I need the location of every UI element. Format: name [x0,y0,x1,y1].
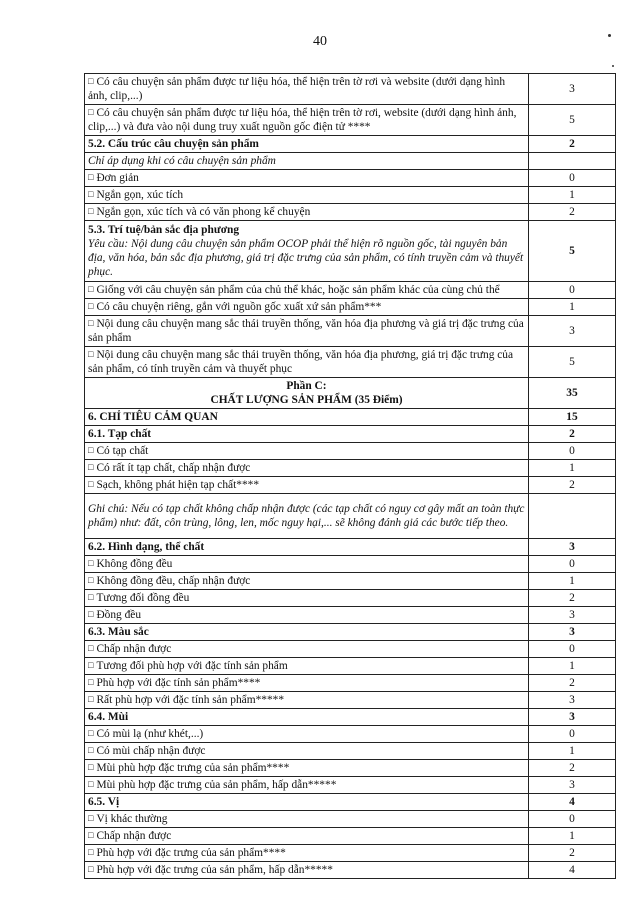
checkbox-square-icon: □ [88,206,94,216]
score-cell: 15 [529,409,616,426]
table-row [85,136,616,153]
checkbox-square-icon: □ [88,643,94,653]
criteria-cell [85,845,529,862]
option-text: Nội dung câu chuyện mang sắc thái truyền thống, văn hóa địa phương và giá trị đặc trưng của sản phẩm [88,318,524,344]
checkbox-square-icon: □ [88,694,94,704]
score-cell [529,153,616,170]
page-number: 40 [313,34,327,49]
table-row [85,828,616,845]
scoring-table [84,73,616,879]
checkbox-square-icon: □ [88,349,94,359]
score-cell: 3 [529,777,616,794]
table-row [85,409,616,426]
option-text: Vị khác thường [96,813,168,825]
score-cell: 1 [529,658,616,675]
table-row [85,624,616,641]
table-row [85,777,616,794]
checkbox-square-icon: □ [88,660,94,670]
score-cell: 1 [529,187,616,204]
criteria-cell [85,692,529,709]
score-cell: 1 [529,299,616,316]
checkbox-square-icon: □ [88,76,94,86]
table-row [85,743,616,760]
option-text: Có rất ít tạp chất, chấp nhận được [96,462,251,474]
criteria-cell [85,299,529,316]
score-cell: 2 [529,845,616,862]
option-text: Phù hợp với đặc tính sản phẩm**** [96,677,261,689]
table-row [85,811,616,828]
score-cell: 4 [529,862,616,879]
score-cell: 5 [529,347,616,378]
score-cell: 0 [529,641,616,658]
criteria-cell [85,675,529,692]
option-text: Phù hợp với đặc trưng của sản phẩm**** [96,847,286,859]
table-row [85,658,616,675]
checkbox-square-icon: □ [88,813,94,823]
criteria-cell [85,282,529,299]
table-row [85,347,616,378]
score-cell: 0 [529,282,616,299]
option-text: Có mùi lạ (như khét,...) [96,728,204,740]
scan-speck [608,34,611,37]
table-row [85,105,616,136]
table-row [85,378,616,409]
table-row [85,282,616,299]
score-cell: 3 [529,709,616,726]
score-cell: 0 [529,443,616,460]
option-text: Rất phù hợp với đặc tính sản phẩm***** [96,694,285,706]
option-text: Nội dung câu chuyện mang sắc thái truyền thống, văn hóa địa phương, giá trị đặc trưng của sản phẩm, có tính truyền cảm và thuyết phục [88,349,514,375]
score-cell: 2 [529,590,616,607]
section-heading: 6.1. Tạp chất [88,428,152,440]
option-text: Sạch, không phát hiện tạp chất**** [96,479,260,491]
criteria-cell [85,316,529,347]
checkbox-square-icon: □ [88,301,94,311]
option-text: Ngắn gọn, xúc tích [96,189,184,201]
checkbox-square-icon: □ [88,445,94,455]
table-row [85,204,616,221]
table-row [85,760,616,777]
criteria-cell [85,658,529,675]
table-row [85,590,616,607]
section-heading: 5.2. Cấu trúc câu chuyện sản phẩm [88,138,259,150]
section-heading: 6.2. Hình dạng, thể chất [88,541,205,553]
part-label: Phần C: [286,380,327,392]
score-cell: 2 [529,477,616,494]
table-row [85,460,616,477]
criteria-cell [85,204,529,221]
option-text: Không đồng đều, chấp nhận được [96,575,251,587]
table-row [85,709,616,726]
note-text: Ghi chú: Nếu có tạp chất không chấp nhận được (các tạp chất có nguy cơ gây mất an toàn thực phẩm) như: đất, côn trùng, lông, len, mốc nguy hại,... sẽ không đánh giá các bước tiếp theo. [88,503,525,529]
score-cell: 4 [529,794,616,811]
section-heading: 6.5. Vị [88,796,120,808]
checkbox-square-icon: □ [88,847,94,857]
option-text: Phù hợp với đặc trưng của sản phẩm, hấp dẫn***** [96,864,333,876]
criteria-cell [85,426,529,443]
table-row [85,494,616,539]
criteria-cell [85,777,529,794]
checkbox-square-icon: □ [88,479,94,489]
option-text: Mùi phù hợp đặc trưng của sản phẩm, hấp dẫn***** [96,779,337,791]
scoring-table-body [85,74,616,879]
table-row [85,539,616,556]
checkbox-square-icon: □ [88,107,94,117]
table-row [85,862,616,879]
score-cell [529,494,616,539]
score-cell: 2 [529,136,616,153]
score-cell: 2 [529,760,616,777]
checkbox-square-icon: □ [88,728,94,738]
score-cell: 1 [529,743,616,760]
option-text: Đơn giản [96,172,139,184]
table-row [85,221,616,282]
requirement-text: Yêu cầu: Nội dung câu chuyện sản phẩm OCOP phải thể hiện rõ nguồn gốc, tài nguyên bản địa, văn hóa, bản sắc địa phương, giá trị đặc trưng của sản phẩm, có tính truyền cảm và thuyết phục. [88,238,524,278]
section-heading: 6. CHỈ TIÊU CẢM QUAN [88,411,218,423]
table-row [85,556,616,573]
option-text: Có câu chuyện sản phẩm được tư liệu hóa, thể hiện trên tờ rơi, website (dưới dạng hình ảnh, clip,...) và đưa vào nội dung truy xuất nguồn gốc điện tử **** [88,107,517,133]
score-cell: 5 [529,221,616,282]
checkbox-square-icon: □ [88,558,94,568]
table-row [85,573,616,590]
checkbox-square-icon: □ [88,830,94,840]
criteria-cell [85,221,529,282]
option-text: Mùi phù hợp đặc trưng của sản phẩm**** [96,762,290,774]
table-row [85,692,616,709]
criteria-cell [85,153,529,170]
score-cell: 3 [529,607,616,624]
scan-speck [612,65,614,67]
score-cell: 3 [529,74,616,105]
criteria-cell [85,624,529,641]
criteria-cell [85,460,529,477]
score-cell: 5 [529,105,616,136]
checkbox-square-icon: □ [88,462,94,472]
criteria-cell [85,726,529,743]
option-text: Chấp nhận được [96,643,172,655]
section-heading: 6.3. Màu sắc [88,626,149,638]
table-row [85,794,616,811]
score-cell: 1 [529,573,616,590]
score-cell: 3 [529,692,616,709]
checkbox-square-icon: □ [88,745,94,755]
criteria-cell [85,347,529,378]
criteria-cell [85,556,529,573]
criteria-cell [85,378,529,409]
table-row [85,74,616,105]
criteria-cell [85,477,529,494]
section-heading: 6.4. Mùi [88,711,129,723]
option-text: Không đồng đều [96,558,173,570]
option-text: Đồng đều [96,609,142,621]
score-cell: 1 [529,460,616,477]
checkbox-square-icon: □ [88,762,94,772]
criteria-cell [85,573,529,590]
criteria-cell [85,74,529,105]
checkbox-square-icon: □ [88,575,94,585]
criteria-cell [85,409,529,426]
checkbox-square-icon: □ [88,864,94,874]
criteria-cell [85,136,529,153]
score-cell: 3 [529,624,616,641]
criteria-cell [85,187,529,204]
section-heading: 5.3. Trí tuệ/bản sắc địa phương [88,224,240,236]
checkbox-square-icon: □ [88,592,94,602]
criteria-cell [85,607,529,624]
table-row [85,726,616,743]
table-row [85,426,616,443]
option-text: Có mùi chấp nhận được [96,745,206,757]
table-row [85,845,616,862]
option-text: Giống với câu chuyện sản phẩm của chủ thể khác, hoặc sản phẩm khác của cùng chủ thể [96,284,500,296]
checkbox-square-icon: □ [88,677,94,687]
table-row [85,607,616,624]
part-title: CHẤT LƯỢNG SẢN PHẨM (35 Điểm) [210,394,403,406]
checkbox-square-icon: □ [88,284,94,294]
criteria-cell [85,862,529,879]
note-text: Chỉ áp dụng khi có câu chuyện sản phẩm [88,155,276,167]
criteria-cell [85,443,529,460]
table-row [85,170,616,187]
score-cell: 0 [529,811,616,828]
table-row [85,477,616,494]
score-cell: 35 [529,378,616,409]
table-row [85,443,616,460]
score-cell: 3 [529,539,616,556]
table-row [85,187,616,204]
criteria-cell [85,743,529,760]
criteria-cell [85,794,529,811]
score-cell: 2 [529,204,616,221]
criteria-cell [85,760,529,777]
checkbox-square-icon: □ [88,779,94,789]
criteria-cell [85,641,529,658]
score-cell: 0 [529,726,616,743]
criteria-cell [85,105,529,136]
option-text: Ngắn gọn, xúc tích và có văn phong kể chuyện [96,206,311,218]
checkbox-square-icon: □ [88,189,94,199]
option-text: Chấp nhận được [96,830,172,842]
score-cell: 0 [529,556,616,573]
score-cell: 1 [529,828,616,845]
checkbox-square-icon: □ [88,318,94,328]
option-text: Có tạp chất [96,445,149,457]
criteria-cell [85,494,529,539]
table-row [85,299,616,316]
checkbox-square-icon: □ [88,172,94,182]
criteria-cell [85,590,529,607]
table-row [85,675,616,692]
criteria-cell [85,539,529,556]
option-text: Có câu chuyện riêng, gắn với nguồn gốc xuất xứ sản phẩm*** [96,301,382,313]
option-text: Có câu chuyện sản phẩm được tư liệu hóa, thể hiện trên tờ rơi và website (dưới dạng hình ảnh, clip,...) [88,76,506,102]
criteria-cell [85,811,529,828]
criteria-cell [85,709,529,726]
score-cell: 0 [529,170,616,187]
criteria-cell [85,170,529,187]
option-text: Tương đối phù hợp với đặc tính sản phẩm [96,660,288,672]
score-cell: 2 [529,675,616,692]
checkbox-square-icon: □ [88,609,94,619]
score-cell: 2 [529,426,616,443]
option-text: Tương đối đồng đều [96,592,190,604]
score-cell: 3 [529,316,616,347]
table-row [85,641,616,658]
table-row [85,316,616,347]
table-row [85,153,616,170]
criteria-cell [85,828,529,845]
